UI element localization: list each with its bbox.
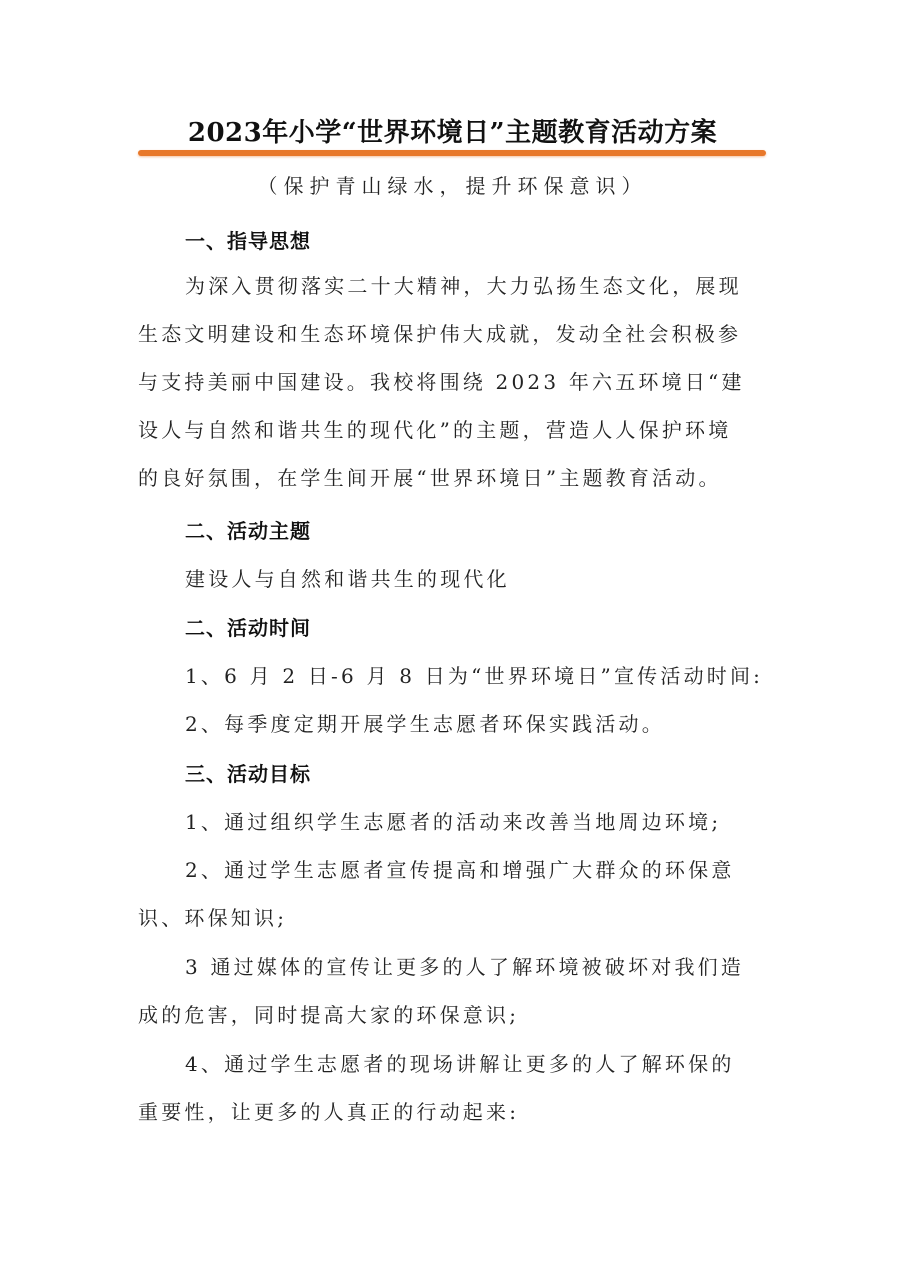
document-title: 2023年小学“世界环境日”主题教育活动方案 (187, 118, 718, 148)
document-subtitle: （保护青山绿水，提升环保意识） (257, 174, 648, 198)
paragraph-line: 生态文明建设和生态环境保护伟大成就，发动全社会积极参 (138, 322, 742, 346)
section-heading-activity-goals: 三、活动目标 (185, 762, 311, 786)
list-item: 4、通过学生志愿者的现场讲解让更多的人了解环保的 (185, 1052, 735, 1076)
section-heading-activity-theme: 二、活动主题 (185, 519, 311, 543)
list-item-continuation: 成的危害，同时提高大家的环保意识; (138, 1003, 520, 1027)
list-item: 1、通过组织学生志愿者的活动来改善当地周边环境; (185, 810, 722, 834)
paragraph-line: 的良好氛围，在学生间开展“世界环境日”主题教育活动。 (138, 466, 722, 490)
paragraph-line: 与支持美丽中国建设。我校将围绕 2023 年六五环境日“建 (138, 370, 745, 394)
list-item: 2、每季度定期开展学生志愿者环保实践活动。 (185, 712, 665, 736)
title-underline (138, 150, 766, 156)
list-item: 3 通过媒体的宣传让更多的人了解环境被破坏对我们造 (185, 955, 745, 979)
list-item-continuation: 识、环保知识; (138, 906, 288, 930)
paragraph-line: 设人与自然和谐共生的现代化”的主题，营造人人保护环境 (138, 418, 732, 442)
paragraph-line: 为深入贯彻落实二十大精神，大力弘扬生态文化，展现 (185, 274, 742, 298)
paragraph-line: 建设人与自然和谐共生的现代化 (185, 567, 510, 591)
list-item-continuation: 重要性，让更多的人真正的行动起来: (138, 1100, 520, 1124)
list-item: 2、通过学生志愿者宣传提高和增强广大群众的环保意 (185, 858, 735, 882)
section-heading-guiding-ideology: 一、指导思想 (185, 229, 311, 253)
list-item: 1、6 月 2 日-6 月 8 日为“世界环境日”宣传活动时间: (185, 664, 764, 688)
section-heading-activity-time: 二、活动时间 (185, 616, 311, 640)
